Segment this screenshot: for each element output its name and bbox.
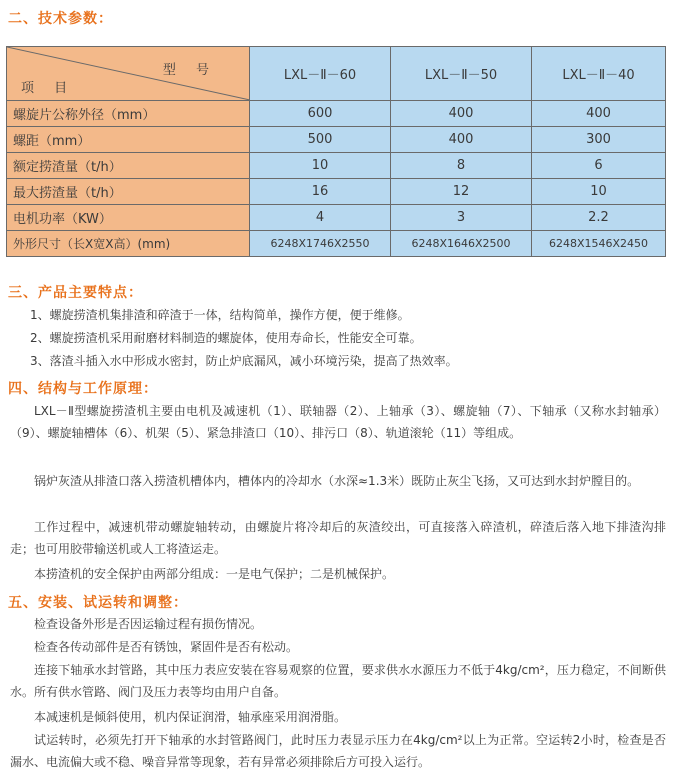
install-heading: 五、安装、试运转和调整： — [8, 595, 188, 611]
tech-params-heading: 二、技术参数： — [8, 11, 113, 27]
row-value: 8 — [391, 153, 532, 179]
table-row — [7, 153, 666, 179]
row-value: 500 — [250, 127, 391, 153]
row-label: 额定捞渣量（t/h） — [7, 153, 250, 179]
table-corner-header — [7, 47, 250, 101]
row-label: 螺旋片公称外径（mm） — [7, 101, 250, 127]
corner-type-label: 型 号 — [162, 63, 217, 78]
features-heading: 三、产品主要特点： — [8, 285, 143, 301]
structure-heading: 四、结构与工作原理： — [8, 381, 158, 397]
spec-table — [6, 46, 666, 257]
row-value: 400 — [391, 127, 532, 153]
row-value: 300 — [532, 127, 666, 153]
row-value: 6 — [532, 153, 666, 179]
row-value: 3 — [391, 205, 532, 231]
row-value: 6248X1646X2500 — [391, 231, 532, 257]
install-paragraph: 检查设备外形是否因运输过程有损伤情况。 — [34, 617, 263, 631]
row-value: 16 — [250, 179, 391, 205]
row-label: 外形尺寸（长X宽X高）(mm) — [7, 231, 250, 257]
row-value: 400 — [532, 101, 666, 127]
row-value: 10 — [250, 153, 391, 179]
model-header: LXL－Ⅱ－40 — [532, 47, 666, 101]
table-row — [7, 205, 666, 231]
row-value: 10 — [532, 179, 666, 205]
structure-paragraph: 工作过程中，减速机带动螺旋轴转动，由螺旋片将冷却后的灰渣绞出，可直接落入碎渣机，碎渣后落入地下排渣沟排走；也可用胶带输送机或人工将渣运走。 — [10, 520, 666, 556]
install-paragraph: 试运转时，必须先打开下轴承的水封管路阀门，此时压力表显示压力在4kg/cm²以上为正常。空运转2小时，检查是否漏水、电流偏大或不稳、噪音异常等现象，若有异常必须排除后方可投入运行。 — [10, 733, 666, 769]
row-label: 螺距（mm） — [7, 127, 250, 153]
row-value: 2.2 — [532, 205, 666, 231]
row-value: 400 — [391, 101, 532, 127]
row-value: 4 — [250, 205, 391, 231]
corner-item-label: 项 目 — [21, 81, 76, 96]
row-label: 最大捞渣量（t/h） — [7, 179, 250, 205]
structure-paragraph: 本捞渣机的安全保护由两部分组成：一是电气保护；二是机械保护。 — [34, 567, 395, 581]
row-value: 600 — [250, 101, 391, 127]
install-paragraph: 检查各传动部件是否有锈蚀，紧固件是否有松动。 — [34, 640, 299, 654]
row-value: 6248X1746X2550 — [250, 231, 391, 257]
structure-paragraph: LXL－Ⅱ型螺旋捞渣机主要由电机及减速机（1）、联轴器（2）、上轴承（3）、螺旋轴（7）、下轴承（又称水封轴承）（9）、螺旋轴槽体（6）、机架（5）、紧急排渣口（10）、排污口（8）、轨道滚轮（11）等组成。 — [10, 404, 666, 440]
table-row — [7, 231, 666, 257]
model-header: LXL－Ⅱ－50 — [391, 47, 532, 101]
feature-item: 3、落渣斗插入水中形成水密封，防止炉底漏风，减小环境污染，提高了热效率。 — [30, 354, 458, 368]
feature-item: 2、螺旋捞渣机采用耐磨材料制造的螺旋体，使用寿命长，性能安全可靠。 — [30, 331, 422, 345]
row-value: 12 — [391, 179, 532, 205]
row-value: 6248X1546X2450 — [532, 231, 666, 257]
install-paragraph: 连接下轴承水封管路，其中压力表应安装在容易观察的位置，要求供水水源压力不低于4kg/cm²，压力稳定，不间断供水。所有供水管路、阀门及压力表等均由用户自备。 — [10, 663, 666, 699]
install-paragraph: 本减速机是倾斜使用，机内保证润滑，轴承座采用润滑脂。 — [34, 710, 347, 724]
row-label: 电机功率（KW） — [7, 205, 250, 231]
table-row — [7, 179, 666, 205]
structure-paragraph: 锅炉灰渣从排渣口落入捞渣机槽体内，槽体内的冷却水（水深≈1.3米）既防止灰尘飞扬，又可达到水封炉膛目的。 — [34, 474, 640, 488]
model-header: LXL－Ⅱ－60 — [250, 47, 391, 101]
table-row — [7, 101, 666, 127]
table-row — [7, 127, 666, 153]
feature-item: 1、螺旋捞渣机集排渣和碎渣于一体，结构简单，操作方便，便于维修。 — [30, 308, 410, 322]
